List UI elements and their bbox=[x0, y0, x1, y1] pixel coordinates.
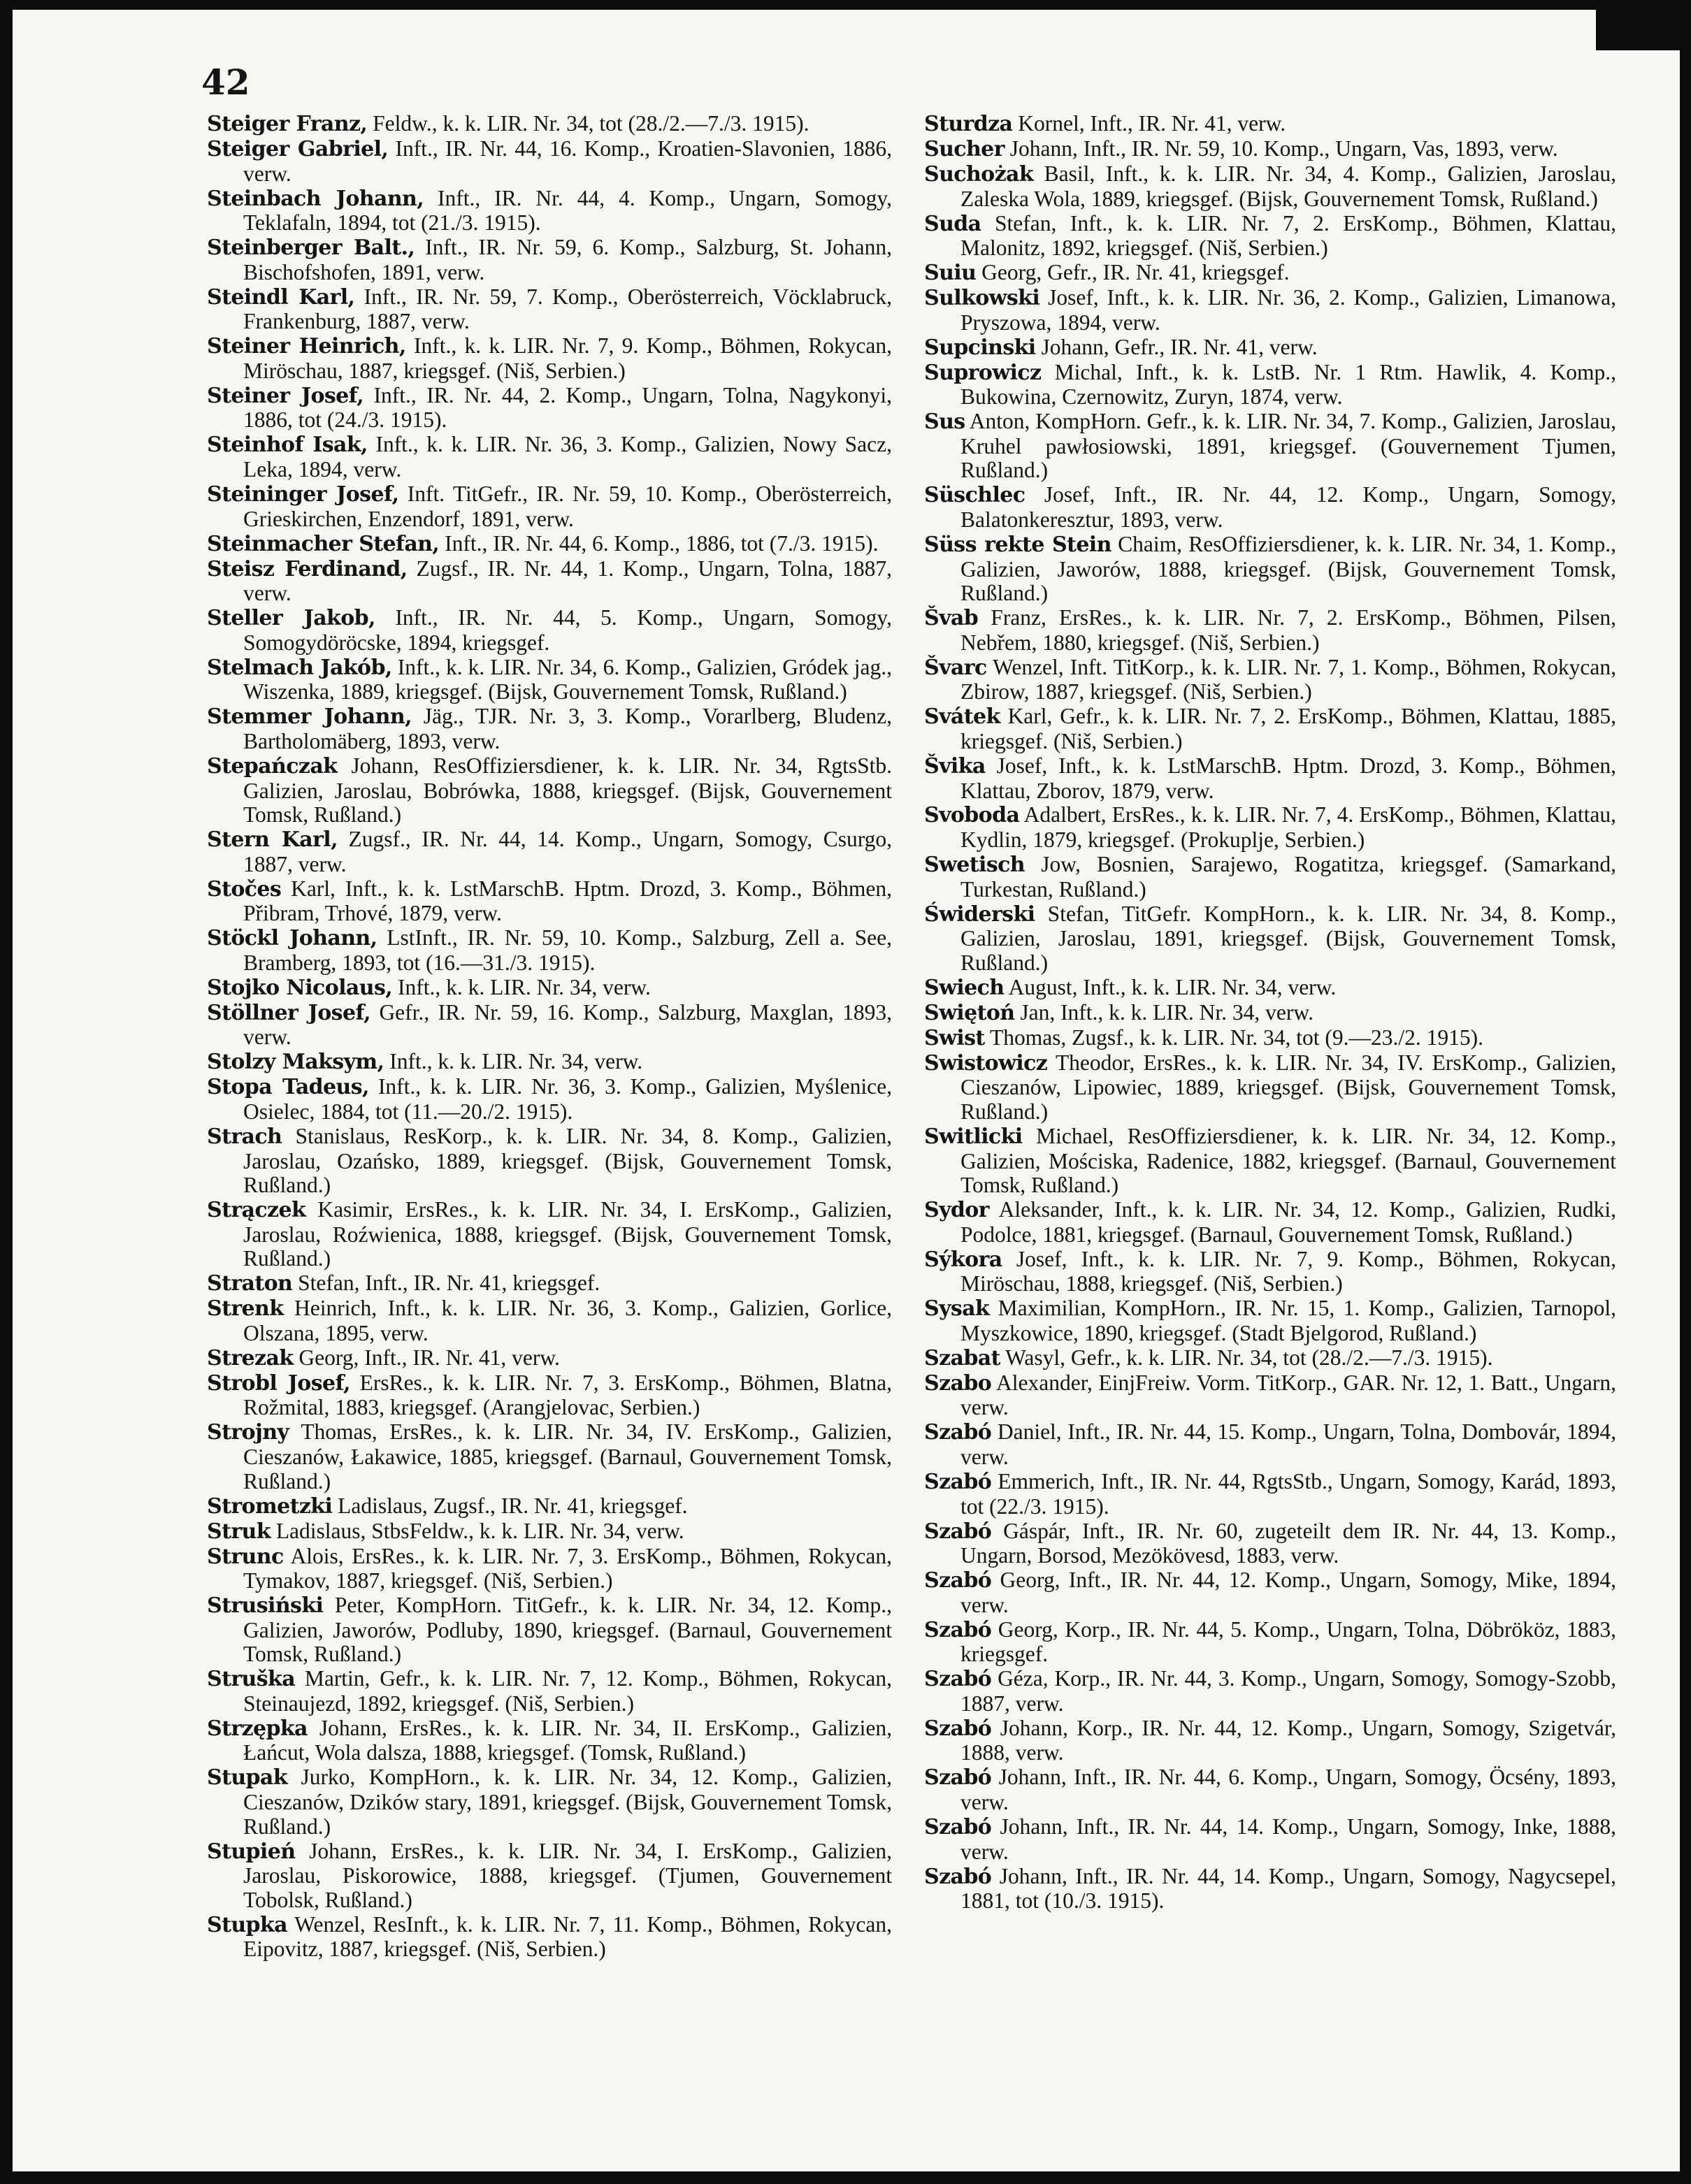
entry-name: Süschlec bbox=[924, 483, 1026, 508]
entry-name: Sýkora bbox=[924, 1247, 1002, 1272]
entry-name: Steisz Ferdinand, bbox=[207, 556, 408, 581]
entry-details: Georg, Inft., IR. Nr. 44, 12. Komp., Ungarn, Somogy, Mike, 1894, verw. bbox=[960, 1568, 1617, 1617]
entry-details: Inft., IR. Nr. 44, 2. Komp., Ungarn, Tolna, Nagykonyi, 1886, tot (24./3. 1915). bbox=[243, 382, 892, 433]
list-entry bbox=[207, 1346, 892, 1371]
entry-details: Johann, Inft., IR. Nr. 44, 14. Komp., Ungarn, Somogy, Nagycsepel, 1881, tot (10./3. 1915). bbox=[960, 1863, 1617, 1914]
list-entry bbox=[924, 853, 1616, 902]
entry-name: Steininger Josef, bbox=[207, 482, 399, 507]
entry-name: Suiu bbox=[924, 261, 977, 286]
entry-name: Steinmacher Stefan, bbox=[207, 531, 440, 556]
entry-details: Josef, Inft., IR. Nr. 44, 12. Komp., Ungarn, Somogy, Balatonkeresztur, 1893, verw. bbox=[960, 482, 1617, 533]
entry-details: Johann, Inft., IR. Nr. 44, 14. Komp., Ungarn, Somogy, Inke, 1888, verw. bbox=[960, 1814, 1616, 1864]
entry-name: Szabó bbox=[924, 1568, 992, 1593]
list-entry bbox=[924, 1198, 1616, 1247]
entry-name: Strączek bbox=[207, 1198, 306, 1223]
entry-details: Inft., IR. Nr. 44, 16. Komp., Kroatien-Slavonien, 1886, verw. bbox=[243, 136, 893, 186]
entry-details: Daniel, Inft., IR. Nr. 44, 15. Komp., Ungarn, Tolna, Dombovár, 1894, verw. bbox=[960, 1419, 1616, 1469]
entry-details: Ladislaus, Zugsf., IR. Nr. 41, kriegsgef. bbox=[338, 1493, 688, 1518]
entry-details: Jurko, KompHorn., k. k. LIR. Nr. 34, 12. Komp., Galizien, Cieszanów, Dzików stary, 1891, kriegsgef. (Bijsk, Gouvernement Tomsk, Rußland.) bbox=[243, 1765, 892, 1839]
entry-details: Inft., k. k. LIR. Nr. 34, verw. bbox=[397, 974, 651, 999]
entry-details: Peter, KompHorn. TitGefr., k. k. LIR. Nr. 34, 12. Komp., Galizien, Jaworów, Podluby, 1890, kriegsgef. (Barnaul, Gouvernement Tomsk, Rußland.) bbox=[243, 1593, 893, 1667]
list-entry bbox=[924, 1346, 1616, 1371]
list-entry bbox=[924, 162, 1616, 211]
entry-details: Inft. TitGefr., IR. Nr. 59, 10. Komp., Oberösterreich, Grieskirchen, Enzendorf, 1891, verw. bbox=[243, 482, 892, 531]
entry-details: Ladislaus, StbsFeldw., k. k. LIR. Nr. 34, verw. bbox=[275, 1518, 684, 1543]
entry-details: Jow, Bosnien, Sarajewo, Rogatitza, kriegsgef. (Samarkand, Turkestan, Rußland.) bbox=[960, 852, 1616, 902]
entry-details: Thomas, ErsRes., k. k. LIR. Nr. 34, IV. ErsKomp., Galizien, Cieszanów, Łakawice, 1885, kriegsgef. (Barnaul, Gouvernement Tomsk, Rußland.) bbox=[243, 1419, 892, 1494]
entry-details: Gáspár, Inft., IR. Nr. 60, zugeteilt dem IR. Nr. 44, 13. Komp., Ungarn, Borsod, Mezökövesd, 1883, verw. bbox=[960, 1518, 1616, 1568]
list-entry bbox=[924, 1519, 1616, 1568]
entry-details: August, Inft., k. k. LIR. Nr. 34, verw. bbox=[1008, 974, 1337, 999]
entry-name: Struk bbox=[207, 1519, 271, 1544]
entry-name: Steiner Josef, bbox=[207, 383, 364, 408]
list-entry bbox=[207, 877, 892, 926]
entry-name: Sus bbox=[924, 410, 965, 435]
entry-name: Suprowicz bbox=[924, 360, 1042, 385]
entry-name: Stepańczak bbox=[207, 753, 338, 779]
list-entry bbox=[924, 704, 1616, 753]
entry-name: Stöckl Johann, bbox=[207, 926, 377, 951]
entry-details: Kornel, Inft., IR. Nr. 41, verw. bbox=[1018, 111, 1286, 136]
entry-details: Inft., k. k. LIR. Nr. 34, verw. bbox=[389, 1049, 643, 1074]
entry-details: Karl, Inft., k. k. LstMarschB. Hptm. Drozd, 3. Komp., Böhmen, Přibram, Trhové, 1879, verw. bbox=[243, 876, 892, 926]
entry-details: Feldw., k. k. LIR. Nr. 34, tot (28./2.—7./3. 1915). bbox=[373, 111, 809, 136]
entry-details: Johann, Inft., IR. Nr. 59, 10. Komp., Ungarn, Vas, 1893, verw. bbox=[1009, 136, 1558, 161]
entry-details: Anton, KompHorn. Gefr., k. k. LIR. Nr. 34, 7. Komp., Galizien, Jaroslau, Kruhel pawłosiowski, 1891, kriegsgef. (Gouvernement Tjumen, Rußland.) bbox=[960, 409, 1616, 483]
entry-details: Theodor, ErsRes., k. k. LIR. Nr. 34, IV. ErsKomp., Galizien, Cieszanów, Lipowiec, 1889, kriegsgef. (Bijsk, Gouvernement Tomsk, Rußland.) bbox=[960, 1050, 1616, 1124]
entry-name: Swiech bbox=[924, 975, 1005, 1000]
list-entry bbox=[207, 1371, 892, 1420]
entry-name: Szabó bbox=[924, 1667, 992, 1692]
entry-details: Michael, ResOffiziersdiener, k. k. LIR. Nr. 34, 12. Komp., Galizien, Mościska, Radenice, 1882, kriegsgef. (Barnaul, Gouvernement Tomsk, Rußland.) bbox=[960, 1123, 1617, 1198]
entry-details: Josef, Inft., k. k. LIR. Nr. 7, 9. Komp., Böhmen, Rokycan, Miröschau, 1888, kriegsgef. (Niš, Serbien.) bbox=[960, 1246, 1617, 1296]
entry-details: Inft., IR. Nr. 44, 5. Komp., Ungarn, Somogy, Somogydöröcske, 1894, kriegsgef. bbox=[243, 605, 892, 655]
list-entry bbox=[207, 1198, 892, 1271]
entry-name: Suda bbox=[924, 211, 981, 236]
list-entry bbox=[207, 1075, 892, 1124]
entry-details: Kasimir, ErsRes., k. k. LIR. Nr. 34, I. ErsKomp., Galizien, Jaroslau, Roźwienica, 1888, kriegsgef. (Bijsk, Gouvernement Tomsk, Rußland.) bbox=[243, 1197, 892, 1271]
entry-details: Inft., k. k. LIR. Nr. 36, 3. Komp., Galizien, Nowy Sacz, Leka, 1894, verw. bbox=[243, 432, 892, 482]
list-entry bbox=[207, 285, 892, 334]
entry-name: Strezak bbox=[207, 1345, 294, 1371]
entry-details: Basil, Inft., k. k. LIR. Nr. 34, 4. Komp., Galizien, Jaroslau, Zaleska Wola, 1889, kriegsgef. (Bijsk, Gouvernement Tomsk, Rußland.) bbox=[960, 161, 1616, 211]
entry-details: Géza, Korp., IR. Nr. 44, 3. Komp., Ungarn, Somogy, Somogy-Szobb, 1887, verw. bbox=[960, 1666, 1616, 1716]
entry-name: Suchożak bbox=[924, 161, 1034, 187]
list-entry bbox=[207, 1839, 892, 1913]
entry-details: Karl, Gefr., k. k. LIR. Nr. 7, 2. ErsKomp., Böhmen, Klattau, 1885, kriegsgef. (Niš, Serbien.) bbox=[960, 704, 1616, 753]
list-entry bbox=[924, 137, 1616, 162]
list-entry bbox=[924, 1568, 1616, 1617]
list-entry bbox=[924, 1618, 1616, 1667]
entry-name: Svoboda bbox=[924, 803, 1020, 828]
entry-name: Stupka bbox=[207, 1912, 287, 1937]
entry-details: Wenzel, ResInft., k. k. LIR. Nr. 7, 11. Komp., Böhmen, Rokycan, Eipovitz, 1887, kriegsgef. (Niš, Serbien.) bbox=[243, 1911, 892, 1962]
list-entry bbox=[924, 1051, 1616, 1124]
list-entry bbox=[924, 1248, 1616, 1296]
entry-name: Steiner Heinrich, bbox=[207, 334, 406, 359]
list-entry bbox=[207, 482, 892, 531]
list-entry bbox=[207, 1913, 892, 1962]
entry-name: Svátek bbox=[924, 704, 1000, 730]
entry-name: Strojny bbox=[207, 1420, 289, 1445]
list-entry bbox=[924, 1026, 1616, 1051]
entry-name: Švarc bbox=[924, 655, 987, 680]
entry-name: Stojko Nicolaus, bbox=[207, 975, 393, 1000]
list-entry bbox=[207, 1050, 892, 1075]
entry-name: Szabat bbox=[924, 1345, 1000, 1371]
entry-details: Inft., IR. Nr. 59, 7. Komp., Oberösterreich, Vöcklabruck, Frankenburg, 1887, verw. bbox=[243, 284, 893, 334]
list-entry bbox=[924, 1420, 1616, 1469]
entry-name: Sydor bbox=[924, 1198, 989, 1223]
entry-name: Strenk bbox=[207, 1296, 284, 1322]
list-entry bbox=[924, 606, 1616, 655]
list-entry bbox=[207, 1716, 892, 1765]
entry-details: Aleksander, Inft., k. k. LIR. Nr. 34, 12. Komp., Galizien, Rudki, Podolce, 1881, kriegsgef. (Barnaul, Gouvernement Tomsk, Rußland.) bbox=[960, 1197, 1616, 1247]
list-entry bbox=[207, 112, 892, 137]
list-entry bbox=[207, 606, 892, 655]
entry-details: Heinrich, Inft., k. k. LIR. Nr. 36, 3. Komp., Galizien, Gorlice, Olszana, 1895, verw. bbox=[243, 1296, 893, 1345]
scan-corner-mark bbox=[1596, 10, 1680, 50]
entry-name: Straton bbox=[207, 1271, 293, 1296]
entry-details: Maximilian, KompHorn., IR. Nr. 15, 1. Komp., Galizien, Tarnopol, Myszkowice, 1890, kriegsgef. (Stadt Bjelgorod, Rußland.) bbox=[960, 1296, 1616, 1345]
entry-name: Struška bbox=[207, 1667, 296, 1692]
list-entry bbox=[207, 384, 892, 433]
list-entry bbox=[924, 1124, 1616, 1198]
list-entry bbox=[924, 1001, 1616, 1026]
list-entry bbox=[207, 334, 892, 383]
list-entry bbox=[207, 976, 892, 1001]
entry-name: Švab bbox=[924, 606, 979, 631]
list-entry bbox=[924, 1371, 1616, 1420]
entry-details: Josef, Inft., k. k. LIR. Nr. 36, 2. Komp., Galizien, Limanowa, Pryszowa, 1894, verw. bbox=[960, 285, 1616, 335]
entry-name: Swist bbox=[924, 1025, 985, 1050]
entry-name: Süss rekte Stein bbox=[924, 533, 1111, 557]
list-entry bbox=[924, 1865, 1616, 1914]
entry-name: Sturdza bbox=[924, 112, 1013, 136]
entry-name: Świderski bbox=[924, 902, 1035, 927]
entry-details: Inft., IR. Nr. 44, 6. Komp., 1886, tot (7./3. 1915). bbox=[445, 530, 879, 556]
list-entry bbox=[924, 1716, 1616, 1765]
list-entry bbox=[207, 1519, 892, 1545]
list-entry bbox=[207, 1494, 892, 1519]
list-entry bbox=[207, 532, 892, 557]
entry-name: Swistowicz bbox=[924, 1050, 1048, 1076]
list-entry bbox=[924, 261, 1616, 286]
entry-details: Emmerich, Inft., IR. Nr. 44, RgtsStb., Ungarn, Somogy, Karád, 1893, tot (22./3. 1915). bbox=[960, 1468, 1617, 1519]
list-entry bbox=[207, 1667, 892, 1716]
entry-details: Stefan, TitGefr. KompHorn., k. k. LIR. Nr. 34, 8. Komp., Galizien, Jaroslau, 1891, kriegsgef. (Bijsk, Gouvernement Tomsk, Rußland.) bbox=[960, 901, 1616, 975]
entry-details: Johann, ErsRes., k. k. LIR. Nr. 34, II. ErsKomp., Galizien, Łańcut, Wola dalsza, 1888, kriegsgef. (Tomsk, Rußland.) bbox=[243, 1715, 892, 1765]
entry-name: Szabó bbox=[924, 1815, 992, 1840]
entry-name: Steindl Karl, bbox=[207, 284, 355, 310]
entry-details: Wasyl, Gefr., k. k. LIR. Nr. 34, tot (28./2.—7./3. 1915). bbox=[1005, 1345, 1493, 1370]
list-entry bbox=[207, 557, 892, 606]
list-entry bbox=[924, 212, 1616, 261]
list-entry bbox=[924, 1296, 1616, 1345]
entry-name: Stern Karl, bbox=[207, 827, 338, 853]
entry-details: Johann, Inft., IR. Nr. 44, 6. Komp., Ungarn, Somogy, Öcsény, 1893, verw. bbox=[960, 1765, 1617, 1815]
list-entry bbox=[924, 286, 1616, 335]
entry-name: Stemmer Johann, bbox=[207, 704, 412, 730]
list-entry bbox=[924, 1470, 1616, 1519]
entry-name: Strobl Josef, bbox=[207, 1371, 350, 1396]
entry-name: Stelmach Jakób, bbox=[207, 655, 392, 680]
entry-name: Szabó bbox=[924, 1519, 992, 1544]
entry-name: Szabó bbox=[924, 1617, 992, 1642]
entry-details: Martin, Gefr., k. k. LIR. Nr. 7, 12. Komp., Böhmen, Rokycan, Steinaujezd, 1892, kriegsgef. (Niš, Serbien.) bbox=[243, 1666, 892, 1716]
entry-details: Inft., IR. Nr. 44, 4. Komp., Ungarn, Somogy, Teklafaln, 1894, tot (21./3. 1915). bbox=[243, 185, 892, 236]
list-entry bbox=[207, 187, 892, 236]
list-entry bbox=[207, 926, 892, 975]
list-entry bbox=[207, 827, 892, 876]
left-column bbox=[207, 112, 892, 1962]
list-entry bbox=[207, 704, 892, 753]
list-entry bbox=[207, 1420, 892, 1494]
entry-name: Strometzki bbox=[207, 1494, 333, 1519]
list-entry bbox=[207, 656, 892, 704]
list-entry bbox=[924, 803, 1616, 852]
list-entry bbox=[207, 1593, 892, 1667]
list-entry bbox=[924, 1815, 1616, 1864]
list-entry bbox=[924, 335, 1616, 361]
list-entry bbox=[924, 1765, 1616, 1814]
list-entry bbox=[207, 137, 892, 186]
list-entry bbox=[924, 1667, 1616, 1716]
list-entry bbox=[207, 1545, 892, 1593]
entry-name: Sysak bbox=[924, 1296, 990, 1322]
entry-details: Jäg., TJR. Nr. 3, 3. Komp., Vorarlberg, Bludenz, Bartholomäberg, 1893, verw. bbox=[243, 704, 892, 753]
entry-details: Thomas, Zugsf., k. k. LIR. Nr. 34, tot (9.—23./2. 1915). bbox=[989, 1025, 1484, 1050]
list-entry bbox=[207, 1765, 892, 1839]
entry-details: Zugsf., IR. Nr. 44, 14. Komp., Ungarn, Somogy, Csurgo, 1887, verw. bbox=[243, 827, 893, 876]
entry-details: Chaim, ResOffiziersdiener, k. k. LIR. Nr. 34, 1. Komp., Galizien, Jaworów, 1888, kriegsgef. (Bijsk, Gouvernement Tomsk, Rußland.) bbox=[960, 532, 1616, 606]
entry-details: Alexander, EinjFreiw. Vorm. TitKorp., GAR. Nr. 12, 1. Batt., Ungarn, verw. bbox=[960, 1370, 1617, 1420]
list-entry bbox=[207, 1296, 892, 1345]
entry-details: Adalbert, ErsRes., k. k. LIR. Nr. 7, 4. ErsKomp., Böhmen, Klattau, Kydlin, 1879, kriegsgef. (Prokuplje, Serbien.) bbox=[960, 802, 1616, 853]
list-entry bbox=[924, 483, 1616, 532]
list-entry bbox=[207, 236, 892, 284]
entry-name: Strach bbox=[207, 1124, 282, 1149]
entry-name: Szabo bbox=[924, 1371, 992, 1396]
entry-details: Gefr., IR. Nr. 59, 16. Komp., Salzburg, Maxglan, 1893, verw. bbox=[243, 999, 892, 1050]
entry-details: Jan, Inft., k. k. LIR. Nr. 34, verw. bbox=[1020, 999, 1314, 1025]
entry-name: Strunc bbox=[207, 1544, 284, 1569]
entry-name: Switlicki bbox=[924, 1124, 1023, 1149]
entry-name: Steinbach Johann, bbox=[207, 186, 424, 211]
entry-details: LstInft., IR. Nr. 59, 10. Komp., Salzburg, Zell a. See, Bramberg, 1893, tot (16.—31./3. 1915). bbox=[243, 925, 893, 975]
list-entry bbox=[207, 433, 892, 482]
list-entry bbox=[207, 1271, 892, 1296]
entry-name: Stočes bbox=[207, 876, 282, 902]
list-entry bbox=[207, 754, 892, 827]
entry-details: Inft., k. k. LIR. Nr. 34, 6. Komp., Galizien, Gródek jag., Wiszenka, 1889, kriegsgef. (Bijsk, Gouvernement Tomsk, Rußland.) bbox=[243, 654, 893, 704]
entry-name: Stolzy Maksym, bbox=[207, 1050, 384, 1075]
entry-name: Stopa Tadeus, bbox=[207, 1075, 369, 1100]
entry-name: Sucher bbox=[924, 136, 1005, 161]
entry-details: Stefan, Inft., k. k. LIR. Nr. 7, 2. ErsKomp., Böhmen, Klattau, Malonitz, 1892, kriegsgef. (Niš, Serbien.) bbox=[960, 210, 1616, 261]
entry-name: Supcinski bbox=[924, 335, 1036, 360]
page-number: 42 bbox=[201, 62, 250, 103]
entry-name: Strusiński bbox=[207, 1593, 324, 1619]
entry-name: Steinberger Balt., bbox=[207, 236, 415, 261]
right-column bbox=[924, 112, 1616, 1914]
entry-name: Szabó bbox=[924, 1420, 992, 1445]
entry-name: Szabó bbox=[924, 1716, 992, 1741]
entry-name: Sulkowski bbox=[924, 286, 1040, 311]
entry-details: Inft., IR. Nr. 59, 6. Komp., Salzburg, St. Johann, Bischofshofen, 1891, verw. bbox=[243, 235, 893, 284]
entry-name: Swiętoń bbox=[924, 1000, 1015, 1025]
list-entry bbox=[924, 410, 1616, 483]
entry-name: Szabó bbox=[924, 1864, 992, 1889]
entry-name: Steinhof Isak, bbox=[207, 433, 368, 458]
entry-details: ErsRes., k. k. LIR. Nr. 7, 3. ErsKomp., Böhmen, Blatna, Rožmital, 1883, kriegsgef. (Arangjelovac, Serbien.) bbox=[243, 1370, 892, 1420]
entry-details: Wenzel, Inft. TitKorp., k. k. LIR. Nr. 7, 1. Komp., Böhmen, Rokycan, Zbirow, 1887, kriegsgef. (Niš, Serbien.) bbox=[960, 654, 1616, 704]
entry-details: Alois, ErsRes., k. k. LIR. Nr. 7, 3. ErsKomp., Böhmen, Rokycan, Tymakov, 1887, kriegsgef. (Niš, Serbien.) bbox=[243, 1543, 892, 1593]
list-entry bbox=[924, 112, 1616, 137]
entry-name: Swetisch bbox=[924, 853, 1025, 878]
entry-details: Josef, Inft., k. k. LstMarschB. Hptm. Drozd, 3. Komp., Böhmen, Klattau, Zborov, 1879, verw. bbox=[960, 753, 1617, 803]
entry-details: Johann, Gefr., IR. Nr. 41, verw. bbox=[1041, 334, 1318, 359]
list-entry bbox=[924, 361, 1616, 410]
entry-details: Johann, Korp., IR. Nr. 44, 12. Komp., Ungarn, Somogy, Szigetvár, 1888, verw. bbox=[960, 1715, 1617, 1765]
entry-name: Steiger Gabriel, bbox=[207, 136, 389, 161]
entry-details: Michal, Inft., k. k. LstB. Nr. 1 Rtm. Hawlik, 4. Komp., Bukowina, Czernowitz, Zuryn, 1874, verw. bbox=[960, 359, 1616, 410]
entry-details: Franz, ErsRes., k. k. LIR. Nr. 7, 2. ErsKomp., Böhmen, Pilsen, Nebřem, 1880, kriegsgef. (Niš, Serbien.) bbox=[960, 605, 1617, 655]
entry-name: Steiger Franz, bbox=[207, 112, 368, 136]
entry-name: Stöllner Josef, bbox=[207, 1000, 370, 1025]
entry-details: Inft., k. k. LIR. Nr. 7, 9. Komp., Böhmen, Rokycan, Miröschau, 1887, kriegsgef. (Niš, Serbien.) bbox=[243, 333, 892, 383]
list-entry bbox=[207, 1124, 892, 1198]
entry-name: Stupak bbox=[207, 1765, 287, 1791]
entry-details: Stanislaus, ResKorp., k. k. LIR. Nr. 34, 8. Komp., Galizien, Jaroslau, Ozańsko, 1889, kriegsgef. (Bijsk, Gouvernement Tomsk, Rußland.) bbox=[243, 1123, 893, 1198]
entry-details: Johann, ResOffiziersdiener, k. k. LIR. Nr. 34, RgtsStb. Galizien, Jaroslau, Bobrówka, 1888, kriegsgef. (Bijsk, Gouvernement Tomsk, Rußland.) bbox=[243, 753, 893, 827]
entry-details: Johann, ErsRes., k. k. LIR. Nr. 34, I. ErsKomp., Galizien, Jaroslau, Piskorowice, 1888, kriegsgef. (Tjumen, Gouvernement Tobolsk, Rußland.) bbox=[243, 1838, 892, 1912]
entry-name: Steller Jakob, bbox=[207, 606, 375, 631]
entry-details: Georg, Korp., IR. Nr. 44, 5. Komp., Ungarn, Tolna, Döbrököz, 1883, kriegsgef. bbox=[960, 1617, 1616, 1667]
entry-name: Stupień bbox=[207, 1839, 296, 1864]
entry-name: Szabó bbox=[924, 1469, 992, 1494]
entry-name: Strzępka bbox=[207, 1716, 308, 1741]
list-entry bbox=[924, 533, 1616, 606]
entry-details: Georg, Inft., IR. Nr. 41, verw. bbox=[298, 1345, 560, 1370]
entry-details: Georg, Gefr., IR. Nr. 41, kriegsgef. bbox=[981, 260, 1290, 285]
list-entry bbox=[924, 754, 1616, 803]
list-entry bbox=[924, 902, 1616, 976]
entry-name: Szabó bbox=[924, 1765, 992, 1791]
list-entry bbox=[207, 1001, 892, 1050]
entry-name: Švika bbox=[924, 753, 986, 779]
list-entry bbox=[924, 656, 1616, 704]
entry-details: Zugsf., IR. Nr. 44, 1. Komp., Ungarn, Tolna, 1887, verw. bbox=[243, 556, 892, 606]
entry-details: Stefan, Inft., IR. Nr. 41, kriegsgef. bbox=[298, 1271, 600, 1296]
entry-details: Inft., k. k. LIR. Nr. 36, 3. Komp., Galizien, Myślenice, Osielec, 1884, tot (11.—20./2. 1915). bbox=[243, 1074, 893, 1124]
list-entry bbox=[924, 976, 1616, 1001]
